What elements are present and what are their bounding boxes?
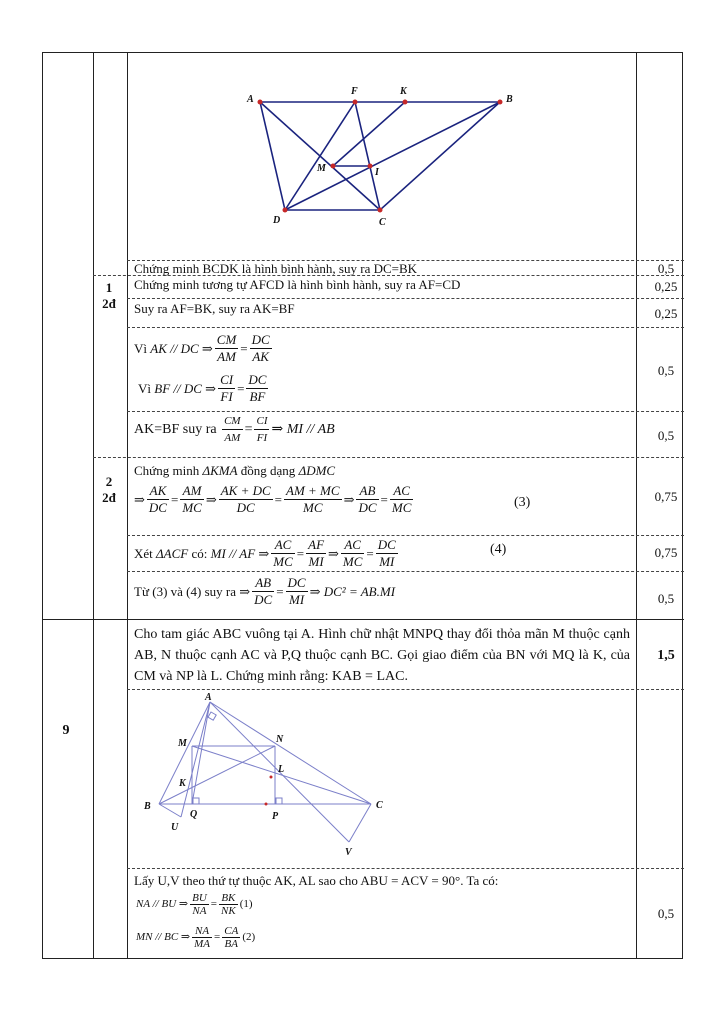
fraction: $\frac{CI}{FI}$ [220,372,234,404]
fraction: $\frac{AM}{MC}$ [182,483,202,515]
part-points: 2đ [102,490,116,505]
step-text: Chứng minh BCDK là hình bình hành, suy ra DC=BK [134,261,418,276]
step-score: 0,5 [657,363,675,378]
label-C: C [376,800,383,811]
label-P: P [272,811,279,822]
fraction: $\frac{AM + MC}{MC}$ [286,483,340,515]
fraction: $\frac{CM}{AM}$ [216,332,237,364]
fraction: $\frac{CI}{FI}$ [256,415,268,444]
part-2-label [92,474,126,506]
step-score: 0,5 [657,906,675,921]
part-number: 2 [105,474,113,489]
text: Chứng minh [134,463,200,478]
col-divider [127,53,128,958]
row-divider [127,571,684,572]
ratio-line-2 [138,372,270,405]
label-B: B [144,801,151,812]
label-K: K [400,86,407,97]
fraction: $\frac{BU}{NA}$ [192,892,207,917]
consider-triangle-line: Xét ΔACF có: MI // AF ⇒ $\frac{AC}{MC}$ = $\frac{AF}{MI}$ ⇒ $\frac{AC}{MC}$ = $\frac{DC}{MI}$ [134,537,396,569]
fraction: $\frac{AB}{DC}$ [358,483,377,515]
question-divider [43,619,684,620]
label-V: V [345,847,352,858]
part-number: 1 [105,280,113,295]
equals: = [237,381,245,396]
construction-line: Lấy U,V theo thứ tự thuộc AK, AL sao cho ABU = ACV = 90°. Ta có: [134,873,499,888]
equation-tag: (3) [514,495,531,510]
fraction: $\frac{DC}{MI}$ [287,575,306,607]
part-points: 2đ [102,296,116,311]
text-vi: Vì [134,341,147,356]
fraction: $\frac{DC}{BF}$ [248,372,267,404]
fraction: $\frac{NA}{MA}$ [194,925,211,950]
label-U: U [171,822,179,833]
text-lead: AK=BF suy ra [134,422,217,437]
step-text: Suy ra AF=BK, suy ra AK=BF [134,301,295,316]
ratio-line-1 [134,332,274,365]
label-M: M [317,163,326,174]
fraction: $\frac{CM}{AM}$ [224,415,241,444]
step-score: 0,25 [654,279,678,294]
row-divider [127,535,684,536]
fraction: $\frac{AC}{MC}$ [391,483,412,515]
similar-triangles-line [134,463,335,478]
label-F: F [351,86,358,97]
triangle: ΔKMA [202,463,238,478]
geometry-figure-parallelogram [230,80,530,230]
step-score: 0,5 [657,261,675,276]
step-score: 0,75 [654,489,678,504]
expr: ⇒ MI // AB [271,422,335,437]
part-1-label [92,280,126,312]
label-A: A [247,94,254,105]
ratio-1: NA // BU ⇒ $\frac{BU}{NA}$ = $\frac{BK}{NK}$ (1) [136,892,253,917]
label-I: I [375,167,379,178]
fraction: $\frac{AF}{MI}$ [308,537,325,569]
label-N: N [276,734,284,745]
problem-score: 1,5 [657,648,675,663]
label-L: L [278,764,285,775]
equals: = [240,341,248,356]
label-A: A [205,692,212,703]
expr: BF // DC ⇒ [154,381,217,396]
final-relation-line: Từ (3) và (4) suy ra ⇒ $\frac{AB}{DC}$ = $\frac{DC}{MI}$ ⇒ DC² = AB.MI [134,575,396,607]
fraction: $\frac{AC}{MC}$ [342,537,363,569]
step-text: Chứng minh tương tự AFCD là hình bình hành, suy ra AF=CD [134,277,461,292]
fraction: $\frac{AB}{DC}$ [254,575,273,607]
fraction: $\frac{DC}{AK}$ [251,332,270,364]
fraction: $\frac{AC}{MC}$ [273,537,293,569]
fraction: $\frac{AK}{DC}$ [148,483,167,515]
fraction: $\frac{CA}{BA}$ [224,925,239,950]
conclusion-line [134,413,335,446]
label-Q: Q [190,809,198,820]
col-divider [636,53,637,958]
expr: AK // DC ⇒ [150,341,213,356]
row-divider [127,868,684,869]
step-score: 0,25 [654,306,678,321]
ratio-2: MN // BC ⇒ $\frac{NA}{MA}$ = $\frac{CA}{BA}$ (2) [136,925,256,950]
label-M: M [178,738,187,749]
triangle: ΔDMC [298,463,336,478]
row-divider [93,457,684,458]
problem-statement: Cho tam giác ABC vuông tại A. Hình chữ nhật MNPQ thay đổi thỏa mãn M thuộc cạnh AB, N thuộc cạnh AC và P,Q thuộc cạnh BC. Gọi giao điểm của BN với MQ là K, của CM và NP là L. Chứng minh rằng: KAB = LAC. [134,627,630,684]
label-K: K [179,778,186,789]
step-score: 0,5 [657,591,675,606]
question-number: 9 [62,723,70,738]
step-score: 0,5 [657,428,675,443]
row-divider [127,298,684,299]
fraction: $\frac{AK + DC}{DC}$ [220,483,271,515]
equals: = [244,422,253,437]
geometry-figure-rectangle-in-triangle [135,692,395,864]
row-divider [127,327,684,328]
step-score: 0,75 [654,545,678,560]
text: đồng dạng [240,463,296,478]
text-vi: Vì [138,381,151,396]
row-divider [127,689,684,690]
fraction: $\frac{BK}{NK}$ [221,892,236,917]
row-divider [127,411,684,412]
ratio-chain: ⇒ $\frac{AK}{DC}$ = $\frac{AM}{MC}$ ⇒ $\frac{AK + DC}{DC}$ = $\frac{AM + MC}{MC}$ ⇒ $\frac{AB}{DC}$ = $\frac{AC}{MC}$ [134,483,412,515]
label-B: B [506,94,513,105]
fraction: $\frac{DC}{MI}$ [377,537,396,569]
label-D: D [273,215,281,226]
label-C: C [379,217,386,228]
equation-tag: (4) [490,542,507,557]
